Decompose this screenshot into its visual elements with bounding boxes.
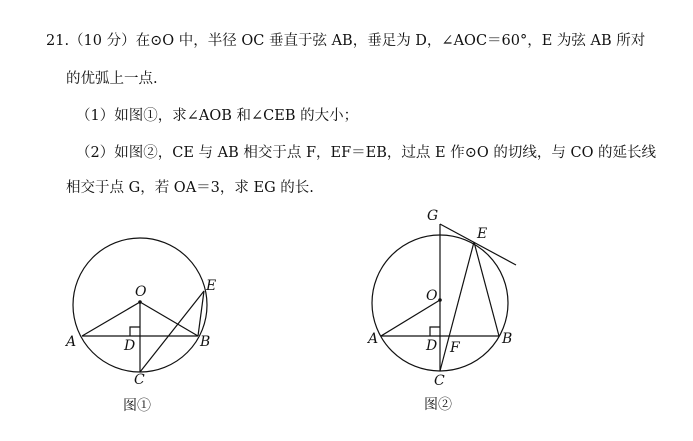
figure-1 bbox=[73, 238, 207, 372]
fig2-label-e: E bbox=[477, 226, 488, 242]
fig2-label-c: C bbox=[434, 373, 445, 389]
fig2-label-b: B bbox=[502, 331, 513, 347]
fig2-segment-eb bbox=[474, 242, 499, 336]
problem-line-1: 21.（10 分）在⊙O 中，半径 OC 垂直于弦 AB，垂足为 D，∠AOC＝60°，E 为弦 AB 所对 bbox=[46, 33, 646, 49]
fig1-segment-ce bbox=[140, 291, 204, 372]
fig1-label-o: O bbox=[135, 284, 147, 300]
fig1-label-c: C bbox=[134, 372, 145, 388]
fig2-segment-oa bbox=[381, 300, 440, 336]
fig1-segment-oa bbox=[82, 302, 140, 336]
fig1-label-a: A bbox=[66, 334, 77, 350]
problem-line-2: 的优弧上一点. bbox=[66, 71, 158, 87]
fig1-center-dot bbox=[138, 300, 142, 304]
fig2-right-angle-mark bbox=[430, 327, 440, 336]
fig1-segment-ob bbox=[140, 302, 198, 336]
problem-part-2: （2）如图②，CE 与 AB 相交于点 F，EF＝EB，过点 E 作⊙O 的切线，与 CO 的延长线 bbox=[76, 145, 657, 161]
fig1-right-angle-mark bbox=[130, 327, 140, 336]
fig2-label-o: O bbox=[426, 288, 438, 304]
problem-part-1: （1）如图①，求∠AOB 和∠CEB 的大小； bbox=[76, 108, 359, 124]
fig1-label-e: E bbox=[206, 278, 217, 294]
fig1-label-b: B bbox=[200, 334, 211, 350]
problem-line-5: 相交于点 G，若 OA＝3，求 EG 的长. bbox=[66, 180, 314, 196]
fig2-center-dot bbox=[438, 298, 442, 302]
fig2-label-f: F bbox=[450, 340, 460, 356]
fig2-label-d: D bbox=[426, 338, 438, 354]
fig2-caption: 图② bbox=[424, 397, 452, 413]
fig2-label-a: A bbox=[368, 331, 379, 347]
figure-2 bbox=[372, 224, 516, 371]
fig1-caption: 图① bbox=[123, 398, 151, 414]
fig2-label-g: G bbox=[427, 208, 439, 224]
fig1-label-d: D bbox=[124, 338, 136, 354]
